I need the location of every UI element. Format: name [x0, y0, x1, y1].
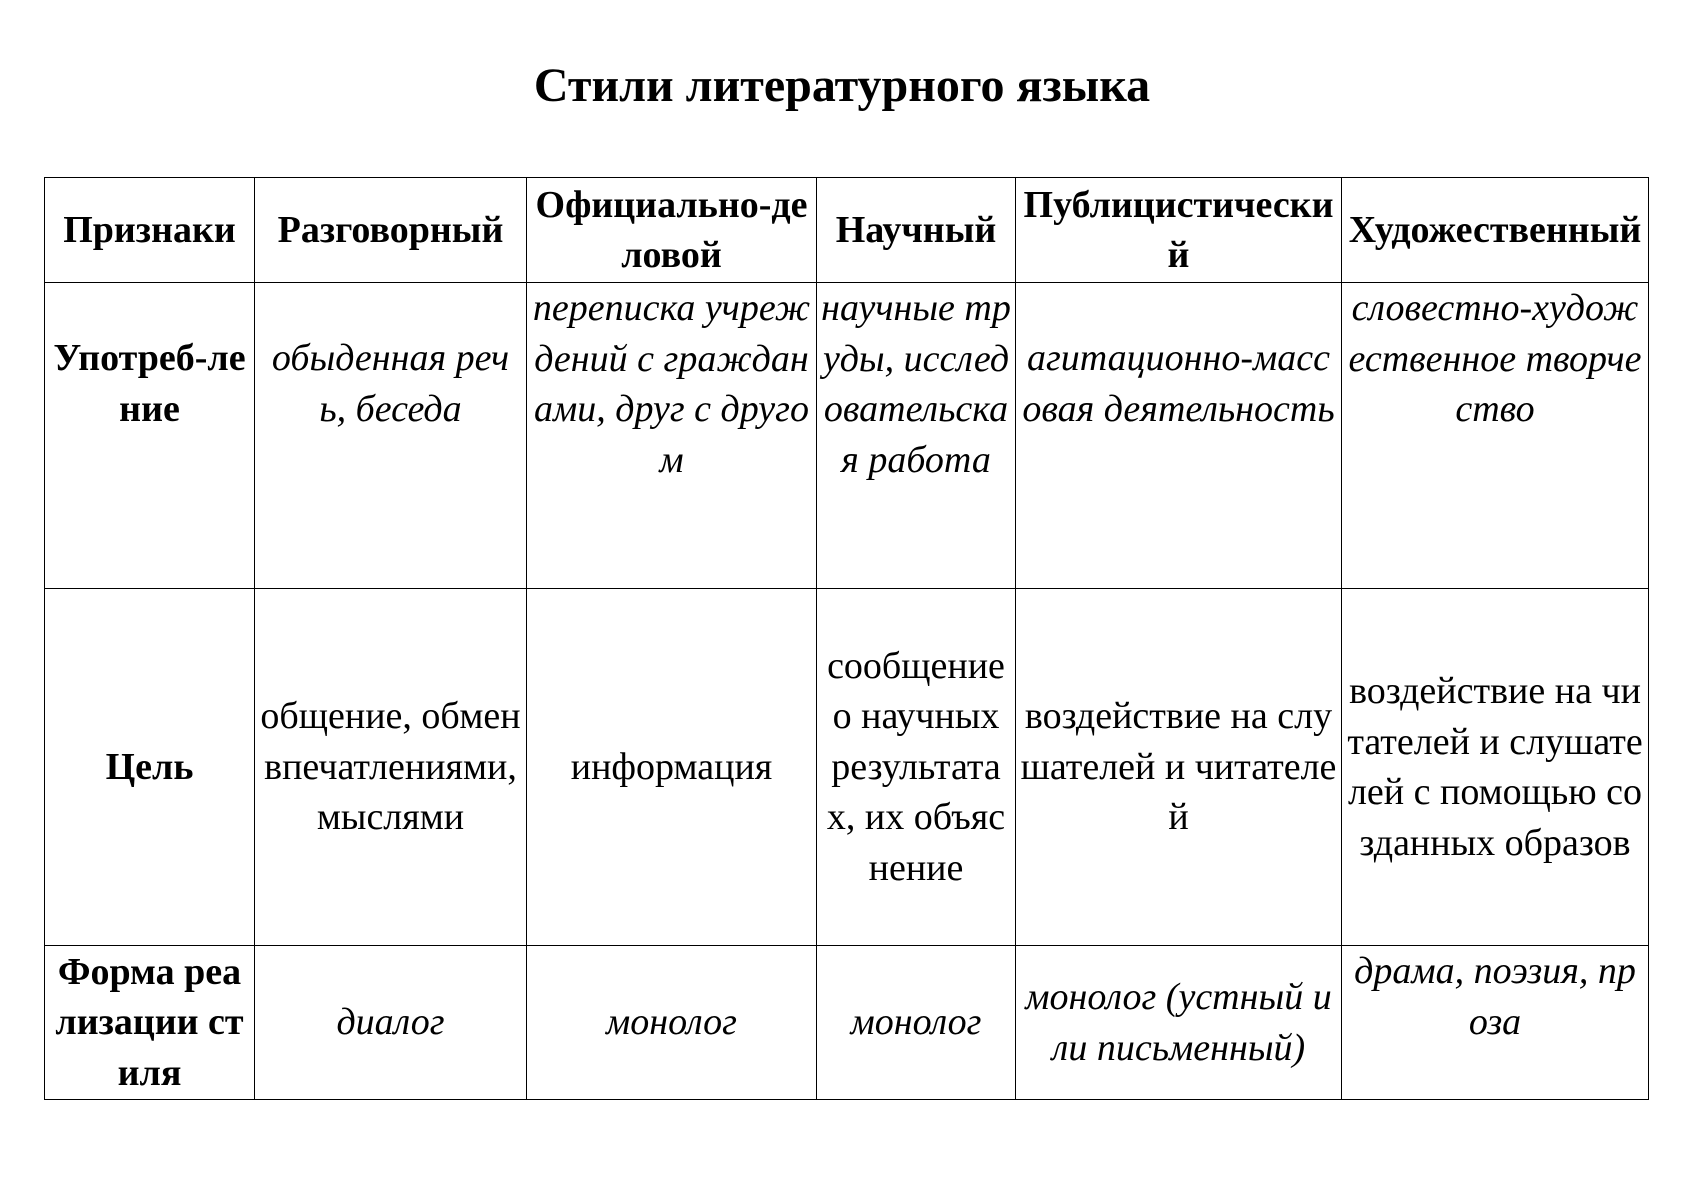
cell-usage-colloquial: обыденная речь, беседа: [255, 283, 527, 589]
cell-usage-artistic: словестно-художественное творчество: [1342, 283, 1649, 589]
cell-goal-scientific: сообщение о научных результатах, их объяснение: [817, 589, 1016, 946]
row-label-form: Форма реализации стиля: [45, 946, 255, 1100]
cell-form-artistic: драма, поэзия, проза: [1342, 946, 1649, 1100]
row-goal: [45, 589, 1649, 946]
cell-form-official: монолог: [527, 946, 817, 1100]
header-official: Официально-деловой: [527, 178, 817, 283]
cell-form-scientific: монолог: [817, 946, 1016, 1100]
cell-goal-journalistic: воздействие на слушателей и читателей: [1016, 589, 1342, 946]
cell-goal-artistic: воздействие на читателей и слушателей с помощью созданных образов: [1342, 589, 1649, 946]
cell-form-colloquial: диалог: [255, 946, 527, 1100]
page-title: Стили литературного языка: [533, 59, 1151, 112]
cell-goal-colloquial: общение, обмен впечатлениями, мыслями: [255, 589, 527, 946]
header-scientific: Научный: [817, 178, 1016, 283]
cell-usage-journalistic: агитационно-массовая деятельность: [1016, 283, 1342, 589]
cell-usage-official: переписка учреждений с гражданами, друг с другом: [527, 283, 817, 589]
cell-form-journalistic: монолог (устный или письменный): [1016, 946, 1342, 1100]
styles-table: [44, 177, 1649, 1100]
cell-goal-official: информация: [527, 589, 817, 946]
header-feature: Признаки: [45, 178, 255, 283]
header-colloquial: Разговорный: [255, 178, 527, 283]
row-label-usage: Употреб-ление: [45, 283, 255, 589]
row-usage: [45, 283, 1649, 589]
header-journalistic: Публицистический: [1016, 178, 1342, 283]
header-row: [45, 178, 1649, 283]
header-artistic: Художественный: [1342, 178, 1649, 283]
row-label-goal: Цель: [45, 589, 255, 946]
cell-usage-scientific: научные труды, исследовательская работа: [817, 283, 1016, 589]
row-form: [45, 946, 1649, 1100]
